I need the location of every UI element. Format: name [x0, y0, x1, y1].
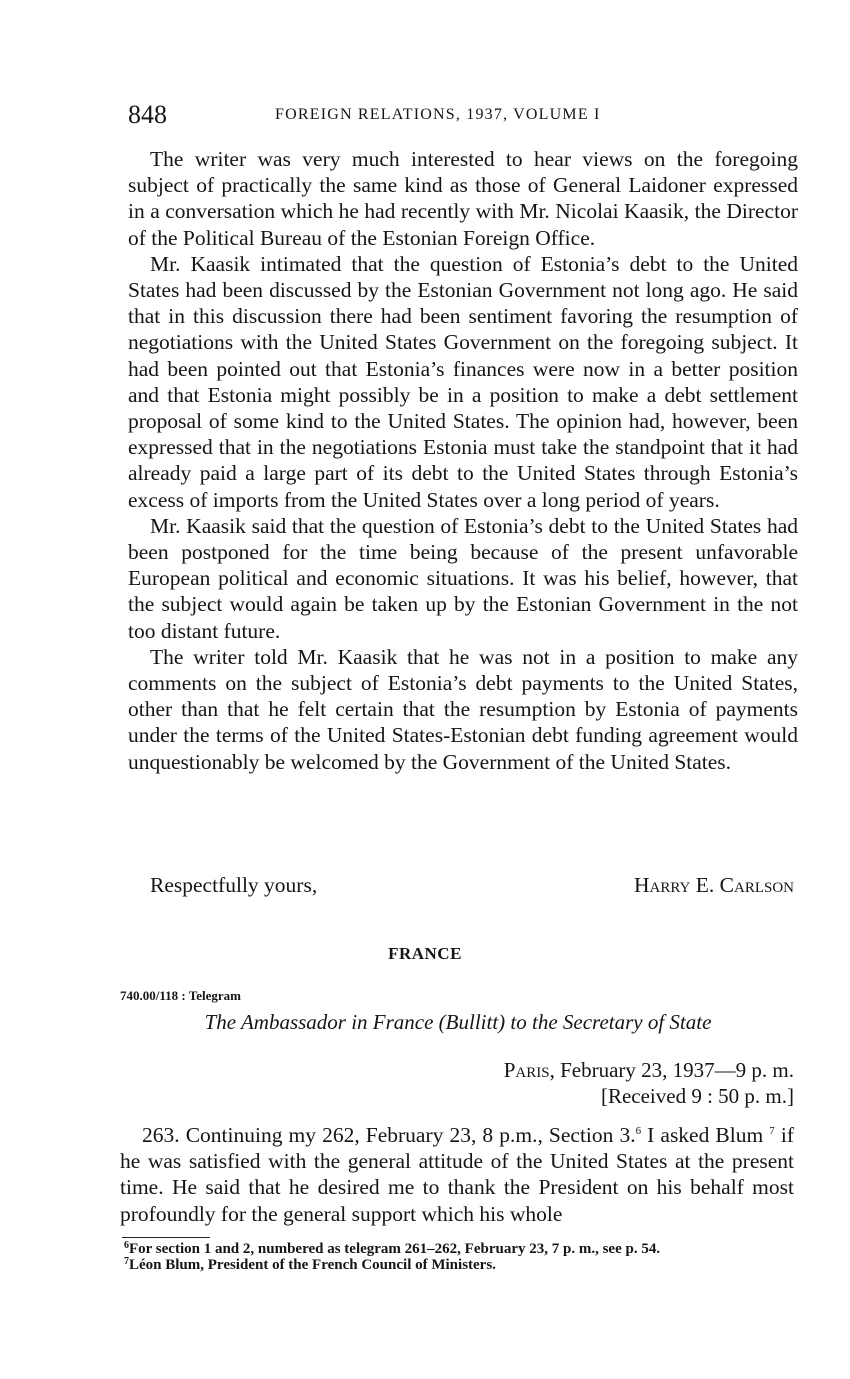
telegram-text: if he was satisfied with the general attitude of the United States at the present time. He said that he desired me to thank the President on his behalf most profoundly for the general support which his whole	[120, 1123, 795, 1226]
salutation: Respectfully yours,	[150, 873, 318, 897]
footnote	[118, 1257, 794, 1273]
paragraph: Mr. Kaasik said that the question of Estonia’s debt to the United States had been postponed for the time being because of the present unfavorable European political and economic situations. It was his belief, however, that the subject would again be taken up by the Estonian Government in the not too distant future.	[128, 513, 798, 643]
telegram-text: 263. Continuing my 262, February 23, 8 p.m., Section 3.	[142, 1123, 636, 1147]
letter-closing	[128, 873, 798, 901]
footnote-mark: 6	[124, 1240, 129, 1251]
running-title: FOREIGN RELATIONS, 1937, VOLUME I	[275, 106, 601, 123]
footnote-rule	[122, 1237, 210, 1238]
footnote-text: Léon Blum, President of the French Council of Ministers.	[129, 1257, 496, 1273]
footnote-ref: 6	[635, 1125, 642, 1137]
paragraph: Mr. Kaasik intimated that the question of Estonia’s debt to the United States had been discussed by the Estonian Government not long ago. He said that in this discussion there had been sentiment favoring the resumption of negotiations with the United States Government on the foregoing subject. It had been pointed out that Estonia’s finances were now in a better position and that Estonia might possibly be in a position to make a debt settlement proposal of some kind to the United States. The opinion had, however, been expressed that in the negotiations Estonia must take the standpoint that it had already paid a large part of its debt to the United States through Estonia’s excess of imports from the United States over a long period of years.	[128, 251, 798, 512]
footnote	[118, 1241, 794, 1257]
paragraph: The writer told Mr. Kaasik that he was not in a position to make any comments on the subject of Estonia’s debt payments to the United States, other than that he felt certain that the resumption by Estonia of payments under the terms of the United States-Estonian debt funding agreement would unquestionably be welcomed by the Government of the United States.	[128, 644, 798, 774]
dateline	[0, 1058, 794, 1083]
file-reference: 740.00/118 : Telegram	[120, 988, 241, 1003]
telegram-text: I asked Blum	[641, 1123, 770, 1147]
footnote-ref: 7	[769, 1125, 775, 1137]
received-line: [Received 9 : 50 p. m.]	[600, 1084, 794, 1108]
page-number: 848	[128, 100, 167, 129]
telegram-body	[120, 1122, 794, 1227]
footnotes	[118, 1241, 794, 1273]
running-head	[128, 100, 798, 134]
dateline-place: Paris,	[503, 1058, 555, 1082]
dateline-date: February 23, 1937—9 p. m.	[554, 1058, 794, 1082]
paragraph	[120, 1122, 794, 1227]
footnote-mark: 7	[124, 1256, 129, 1267]
section-heading: FRANCE	[388, 944, 462, 963]
paragraph: The writer was very much interested to hear views on the foregoing subject of practically the same kind as those of General Laidoner expressed in a conversation which he had recently with Mr. Nicolai Kaasik, the Director of the Political Bureau of the Estonian Foreign Office.	[128, 147, 798, 250]
document-title: The Ambassador in France (Bullitt) to the Secretary of State	[204, 1010, 712, 1034]
signature: Harry E. Carlson	[634, 873, 794, 897]
footnote-text: For section 1 and 2, numbered as telegram 261–262, February 23, 7 p. m., see p. 54.	[129, 1241, 661, 1257]
letter-body	[128, 146, 798, 775]
